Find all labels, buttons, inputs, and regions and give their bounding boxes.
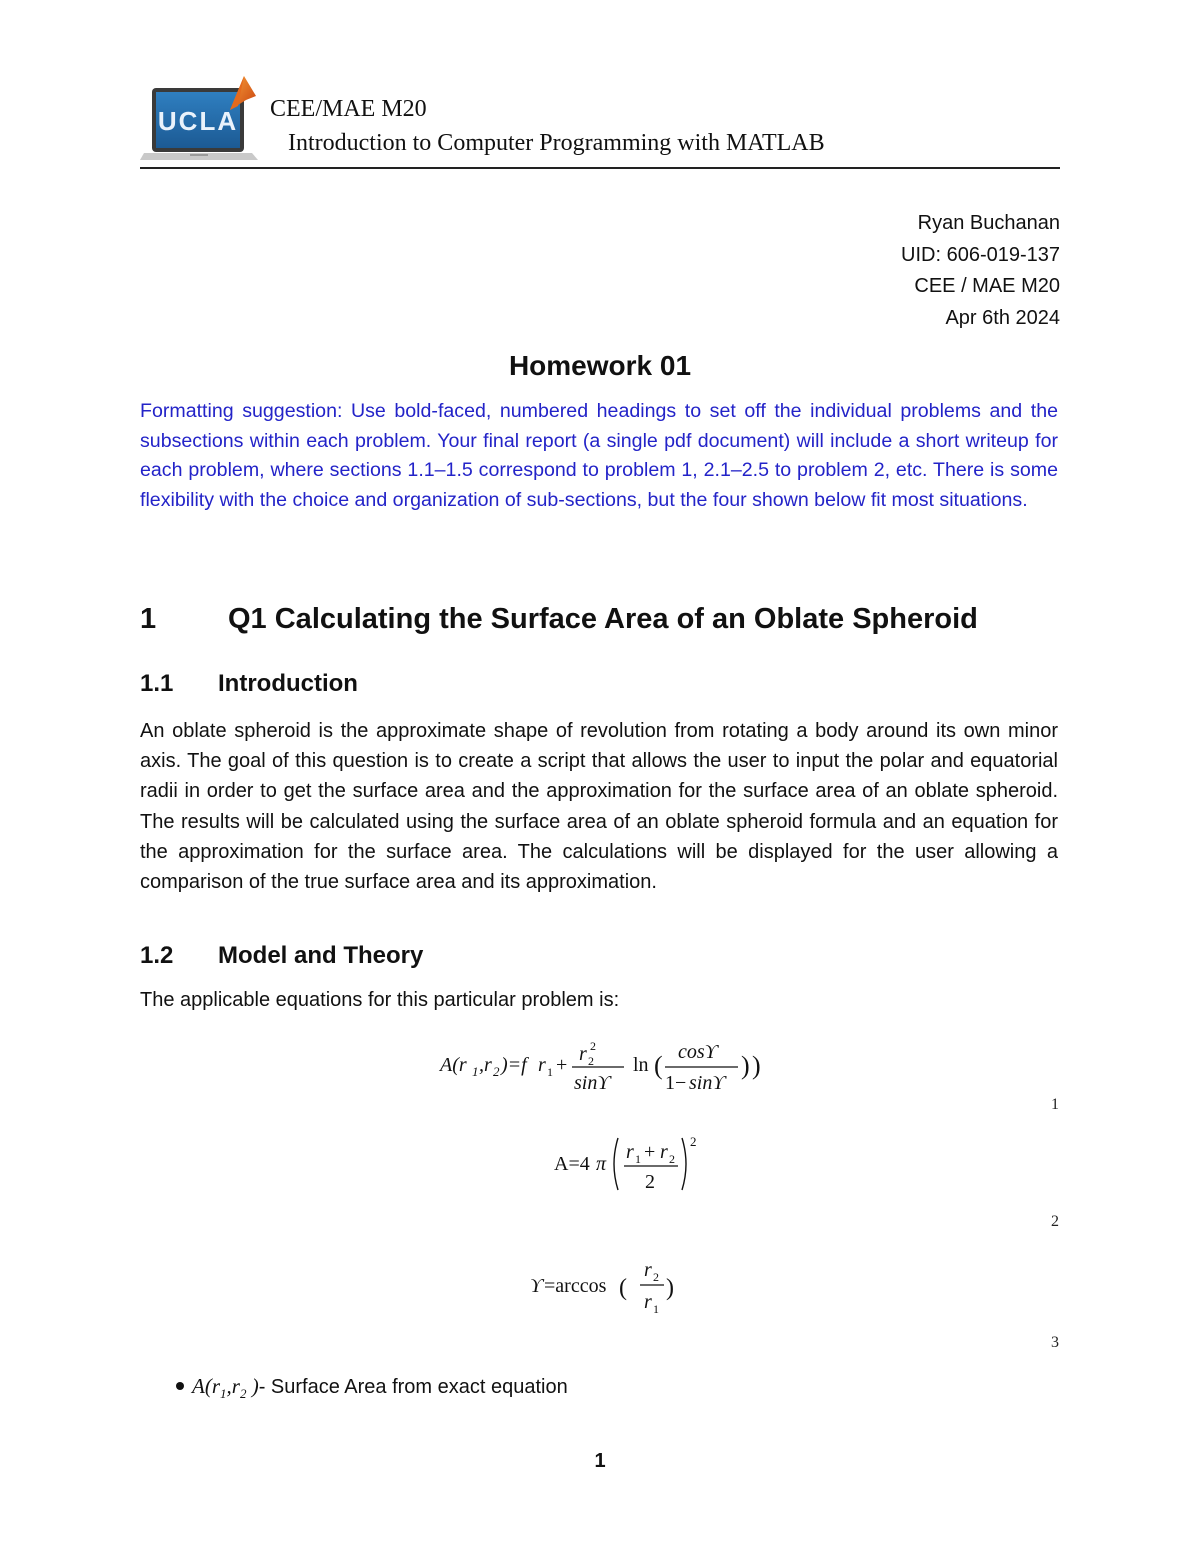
ucla-matlab-logo <box>140 70 265 165</box>
svg-text:r: r <box>579 1043 587 1065</box>
svg-text:2: 2 <box>690 1134 697 1149</box>
svg-text:+: + <box>556 1054 568 1076</box>
svg-text:2: 2 <box>590 1039 596 1053</box>
svg-text:2: 2 <box>493 1064 500 1079</box>
svg-text:1: 1 <box>635 1152 641 1166</box>
section-1-2-title: Model and Theory <box>218 942 424 969</box>
list-item <box>176 1374 568 1402</box>
section-1-heading <box>140 603 978 636</box>
svg-text:): ) <box>741 1051 750 1080</box>
svg-text:ϒ: ϒ <box>530 1275 543 1297</box>
author-date: Apr 6th 2024 <box>945 306 1060 329</box>
page-number: 1 <box>594 1450 606 1472</box>
svg-text:ln: ln <box>633 1054 649 1076</box>
svg-text:1: 1 <box>653 1302 659 1316</box>
author-uid: UID: 606-019-137 <box>901 243 1060 266</box>
svg-text:UCLA: UCLA <box>157 106 239 136</box>
page-title: Homework 01 <box>508 350 692 381</box>
section-1-1-number: 1.1 <box>140 670 174 697</box>
bullet-dot <box>176 1382 184 1390</box>
svg-text:cosϒ: cosϒ <box>678 1041 718 1063</box>
equation-2 <box>550 1132 710 1198</box>
svg-text:+: + <box>644 1141 656 1163</box>
svg-text:)=f: )=f <box>501 1054 527 1076</box>
equations-lead: The applicable equations for this particular problem is: <box>140 989 620 1011</box>
section-1-2-heading <box>140 942 423 970</box>
svg-text:(: ( <box>654 1051 663 1080</box>
equation-3-number: 3 <box>1051 1334 1059 1351</box>
section-1-2-number: 1.2 <box>140 942 174 969</box>
equation-1-number: 1 <box>1051 1096 1059 1113</box>
svg-text:2: 2 <box>645 1171 655 1193</box>
formatting-suggestion: Formatting suggestion: Use bold-faced, numbered headings to set off the individual problems and the subsections within each problem. Your final report (a single pdf document) will include a short writeup for each problem, where sections 1.1–1.5 correspond to problem 1, 2.1–2.5 to problem 2, etc. There is some flexibility with the choice and organization of sub-sections, but the four shown below fit most situations. <box>140 400 1058 511</box>
svg-text:sinϒ: sinϒ <box>689 1072 726 1094</box>
author-course: CEE / MAE M20 <box>914 275 1060 297</box>
math-symbol-A-r1-r2: $A(r_1,r_2$ ) <box>192 1374 259 1402</box>
introduction-paragraph: An oblate spheroid is the approximate shape of revolution from rotating a body around its own minor axis. The goal of this question is to create a script that allows the user to input the polar and equatorial radii in order to get the surface area and the approximation for the surface area of an oblate spheroid. The results will be calculated using the surface area of an oblate spheroid formula and an equation for the approximation for the surface area. The calculations will be displayed for the user allowing a comparison of the true surface area and its approximation. <box>140 720 1058 894</box>
svg-text:1: 1 <box>472 1064 479 1079</box>
course-title: Introduction to Computer Programming with MATLAB <box>288 130 825 156</box>
svg-text:2: 2 <box>588 1054 594 1068</box>
svg-text:1−: 1− <box>665 1072 687 1094</box>
section-1-title: Q1 Calculating the Surface Area of an Oblate Spheroid <box>228 603 978 635</box>
svg-text:1: 1 <box>547 1065 553 1079</box>
svg-text:=arccos: =arccos <box>544 1275 607 1297</box>
section-1-1-heading <box>140 670 358 698</box>
svg-text:2: 2 <box>653 1270 659 1284</box>
svg-text:,r: ,r <box>479 1054 492 1076</box>
svg-text:2: 2 <box>669 1152 675 1166</box>
svg-text:): ) <box>666 1275 674 1301</box>
course-code: CEE/MAE M20 <box>270 96 427 122</box>
svg-text:r: r <box>644 1291 652 1313</box>
svg-text:r: r <box>644 1259 652 1281</box>
svg-text:r: r <box>538 1054 546 1076</box>
svg-text:sinϒ: sinϒ <box>574 1072 611 1094</box>
section-1-number: 1 <box>140 603 157 635</box>
author-name: Ryan Buchanan <box>917 212 1060 234</box>
svg-text:A(r: A(r <box>440 1054 467 1076</box>
svg-text:(: ( <box>619 1275 627 1301</box>
equation-2-number: 2 <box>1051 1213 1059 1230</box>
section-1-1-title: Introduction <box>218 670 358 697</box>
svg-text:A=4: A=4 <box>554 1153 590 1175</box>
svg-text:π: π <box>596 1153 607 1175</box>
equation-1 <box>436 1038 776 1098</box>
svg-text:r: r <box>660 1141 668 1163</box>
author-block <box>901 208 1060 334</box>
equation-3 <box>526 1256 686 1318</box>
bullet-text: - Surface Area from exact equation <box>258 1376 568 1398</box>
svg-text:r: r <box>626 1141 634 1163</box>
header-divider <box>140 167 1060 169</box>
svg-text:): ) <box>752 1051 761 1080</box>
